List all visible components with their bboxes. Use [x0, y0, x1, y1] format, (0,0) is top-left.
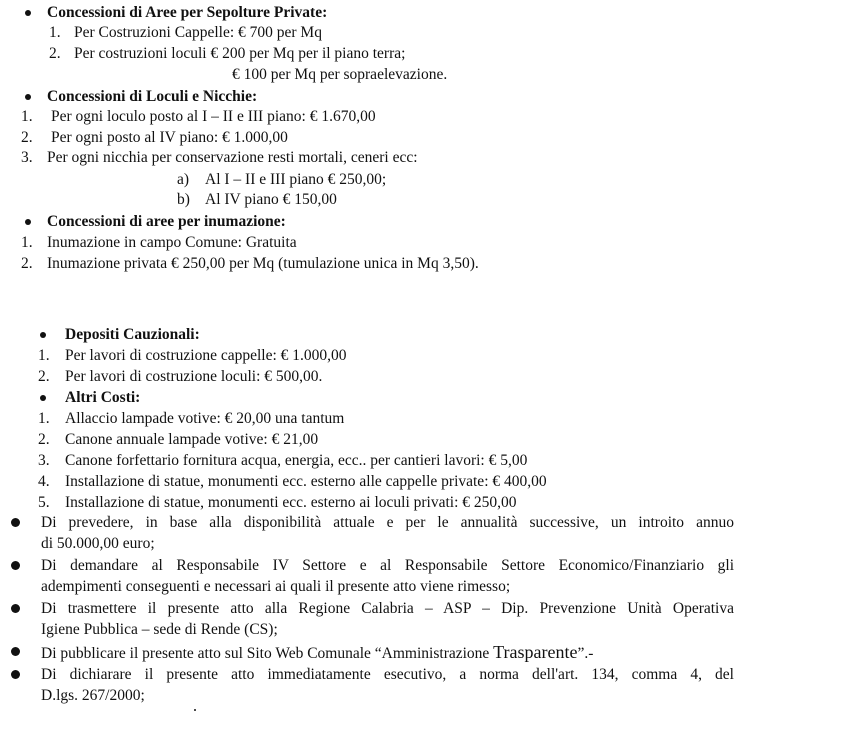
resolution-line: adempimenti conseguenti e necessari ai quali il presente atto viene rimesso;: [41, 578, 511, 595]
bullet: [40, 395, 46, 401]
resolution-line: Igiene Pubblica – sede di Rende (CS);: [41, 621, 278, 638]
list-item-number: 1.: [38, 347, 50, 364]
resolution-line: Di trasmettere il presente atto alla Regione Calabria – ASP – Dip. Prevenzione Unità Operativa: [41, 600, 734, 617]
list-item-number: 2.: [38, 431, 50, 448]
bullet: [11, 647, 20, 656]
resolution-line: Di prevedere, in base alla disponibilità attuale e per le annualità successive, un introito annuo: [41, 514, 734, 531]
bullet: [11, 561, 20, 570]
list-item-number: 2.: [49, 45, 61, 62]
list-item: Per lavori di costruzione loculi: € 500,00.: [65, 368, 323, 385]
list-item-number: 4.: [38, 473, 50, 490]
bullet: [11, 604, 20, 613]
list-item-number: 1.: [38, 410, 50, 427]
resolution-text: Trasparente: [493, 642, 578, 662]
resolution-text: Di pubblicare il presente atto sul Sito Web Comunale “Amministrazione: [41, 645, 490, 662]
resolution-line: [41, 642, 593, 664]
list-item: Installazione di statue, monumenti ecc. esterno ai loculi privati: € 250,00: [65, 494, 517, 511]
section-title-inumazione: Concessioni di aree per inumazione:: [47, 213, 286, 230]
list-item: Canone forfettario fornitura acqua, energia, ecc.. per cantieri lavori: € 5,00: [65, 452, 528, 469]
resolution-line: Di demandare al Responsabile IV Settore e al Responsabile Settore Economico/Finanziario gli: [41, 557, 734, 574]
list-item: Canone annuale lampade votive: € 21,00: [65, 431, 319, 448]
section-title-depositi: Depositi Cauzionali:: [65, 326, 200, 343]
list-item: Allaccio lampade votive: € 20,00 una tantum: [65, 410, 345, 427]
list-item: Per Costruzioni Cappelle: € 700 per Mq: [74, 24, 322, 41]
resolution-line: Di dichiarare il presente atto immediatamente esecutivo, a norma dell'art. 134, comma 4, del: [41, 666, 734, 683]
resolution-text: ”.-: [577, 645, 594, 662]
list-item: Per lavori di costruzione cappelle: € 1.000,00: [65, 347, 347, 364]
bullet: [11, 518, 20, 527]
section-title-aree-sepolture: Concessioni di Aree per Sepolture Private:: [47, 4, 328, 21]
resolution-line: di 50.000,00 euro;: [41, 535, 155, 552]
list-item: Inumazione privata € 250,00 per Mq (tumulazione unica in Mq 3,50).: [47, 255, 479, 272]
list-item: Per ogni posto al IV piano: € 1.000,00: [51, 129, 288, 146]
list-item-number: 2.: [38, 368, 50, 385]
bullet: [25, 10, 31, 16]
sub-item: Al I – II e III piano € 250,00;: [205, 171, 387, 188]
list-item: Per ogni loculo posto al I – II e III piano: € 1.670,00: [51, 108, 376, 125]
list-item-number: 1.: [21, 234, 33, 251]
sub-item-letter: b): [177, 191, 190, 208]
list-item-number: 1.: [21, 108, 33, 125]
bullet: [40, 332, 46, 338]
list-item-number: 5.: [38, 494, 50, 511]
list-item: Inumazione in campo Comune: Gratuita: [47, 234, 297, 251]
section-title-loculi-nicchie: Concessioni di Loculi e Nicchie:: [47, 88, 258, 105]
list-item: Per ogni nicchia per conservazione resti mortali, ceneri ecc:: [47, 149, 418, 166]
list-item-continuation: € 100 per Mq per sopraelevazione.: [232, 66, 448, 83]
list-item: Installazione di statue, monumenti ecc. esterno alle cappelle private: € 400,00: [65, 473, 547, 490]
bullet: [25, 94, 31, 100]
list-item-number: 2.: [21, 129, 33, 146]
list-item-number: 3.: [21, 149, 33, 166]
list-item-number: 2.: [21, 255, 33, 272]
list-item-number: 1.: [49, 24, 61, 41]
list-item: Per costruzioni loculi € 200 per Mq per il piano terra;: [74, 45, 406, 62]
sub-item-letter: a): [177, 171, 190, 188]
bullet: [25, 219, 31, 225]
section-title-altri-costi: Altri Costi:: [65, 389, 141, 406]
bullet: [11, 670, 20, 679]
resolution-line: D.lgs. 267/2000;: [41, 687, 145, 704]
sub-item: Al IV piano € 150,00: [205, 191, 337, 208]
stray-mark: [194, 709, 196, 711]
list-item-number: 3.: [38, 452, 50, 469]
